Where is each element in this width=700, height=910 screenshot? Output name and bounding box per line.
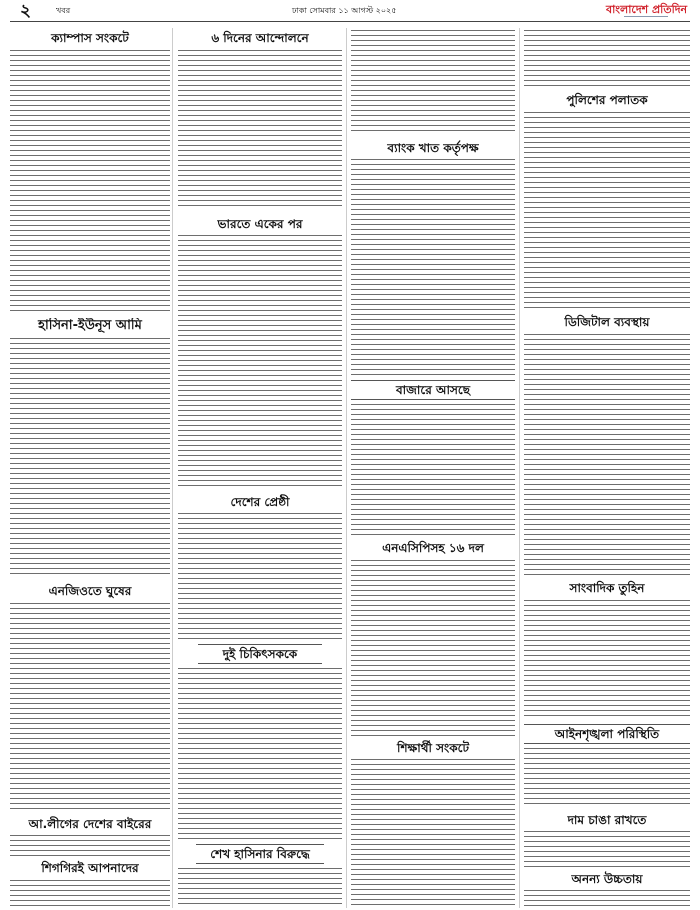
article-body-country: [178, 513, 342, 640]
article-body-awami: [10, 835, 170, 856]
headline-escaped: পুলিশের পলাতক: [566, 93, 648, 107]
headline-campus-crisis: ক্যাম্পাস সংকটে: [51, 31, 129, 45]
headline-hasina-yunus: হাসিনা-ইউনূস আমি: [38, 318, 142, 333]
headline-ainun-nishat: আইনশৃঙ্খলা পরিস্থিতি: [554, 727, 660, 741]
article-body-market: [351, 404, 515, 535]
column-rule-1: [172, 28, 173, 908]
column-1: [10, 28, 170, 908]
article-body-bank: [351, 159, 515, 376]
article-body-anonymous: [524, 890, 690, 907]
article-body-escaped: [524, 112, 690, 308]
newspaper-logo: [606, 3, 688, 20]
article-body-top-right: [351, 30, 515, 134]
column-rule-2: [346, 28, 347, 908]
article-body-price: [524, 831, 690, 867]
headline-country-three: দেশের প্রেষ্ঠী: [230, 495, 290, 509]
headline-sheikh-hasina: শেখ হাসিনার বিরুদ্ধে: [210, 847, 310, 861]
article-body-digital: [524, 334, 690, 576]
headline-six-day-movement: ৬ দিনের আন্দোলনে: [211, 31, 309, 45]
page-number: ২: [20, 1, 32, 21]
headline-paid-in-full: ব্যাংক খাত কর্তৃপক্ষ: [387, 141, 479, 155]
article-body-shishu: [10, 880, 170, 907]
article-body-ngo: [10, 603, 170, 810]
column-rule-3: [519, 28, 520, 908]
article-body-ainun: [524, 748, 690, 808]
header-rule: [10, 21, 690, 22]
article-body-six-day: [178, 50, 342, 210]
logo-text: বাংলাদেশ প্রতিদিন: [606, 3, 688, 16]
article-body-top-far-right: [524, 30, 690, 87]
column-3: [351, 28, 515, 908]
headline-anonymous: অনন্য উচ্চতায়: [571, 872, 643, 886]
headline-agriculture: ভারতে একের পর: [217, 217, 303, 231]
section-name: খবর: [56, 6, 71, 15]
headline-journalist: সাংবাদিক তুহিন: [569, 581, 645, 595]
article-body-sheikh-hasina: [178, 868, 342, 907]
headline-digital-system: ডিজিটাল ব্যবস্থায়: [564, 315, 650, 329]
column-2: [178, 28, 342, 908]
headline-market: বাজারে আসছে: [396, 383, 470, 397]
headline-price-down: দাম চাঙা রাখতে: [567, 813, 647, 827]
headline-shishu-adalat: শিগগিরই আপনাদের: [41, 861, 139, 875]
headline-two-hospitals: দুই চিকিৎসককে: [222, 647, 298, 661]
headline-teachers-crisis: শিক্ষার্থী সংকটে: [397, 741, 469, 755]
dateline: ঢাকা সোমবার ১১ আগস্ট ২০২৫: [292, 6, 397, 15]
headline-ngo-bribe: এনজিওতে ঘুষের: [48, 584, 132, 598]
logo-tagline-mark: [624, 16, 668, 17]
article-body-teachers: [351, 759, 515, 907]
article-body-ssc: [351, 560, 515, 736]
article-body-hasina-yunus: [10, 338, 170, 576]
article-body-journalist: [524, 600, 690, 720]
article-body-hospitals: [178, 668, 342, 840]
article-body-agriculture: [178, 235, 342, 490]
headline-awami-league: আ.লীগের দেশের বাইরের: [28, 817, 152, 831]
column-4: [524, 28, 690, 908]
page-header: [0, 0, 700, 22]
headline-ssc: এনএসিপিসহ ১৬ দল: [382, 541, 484, 555]
article-body-campus: [10, 50, 170, 312]
